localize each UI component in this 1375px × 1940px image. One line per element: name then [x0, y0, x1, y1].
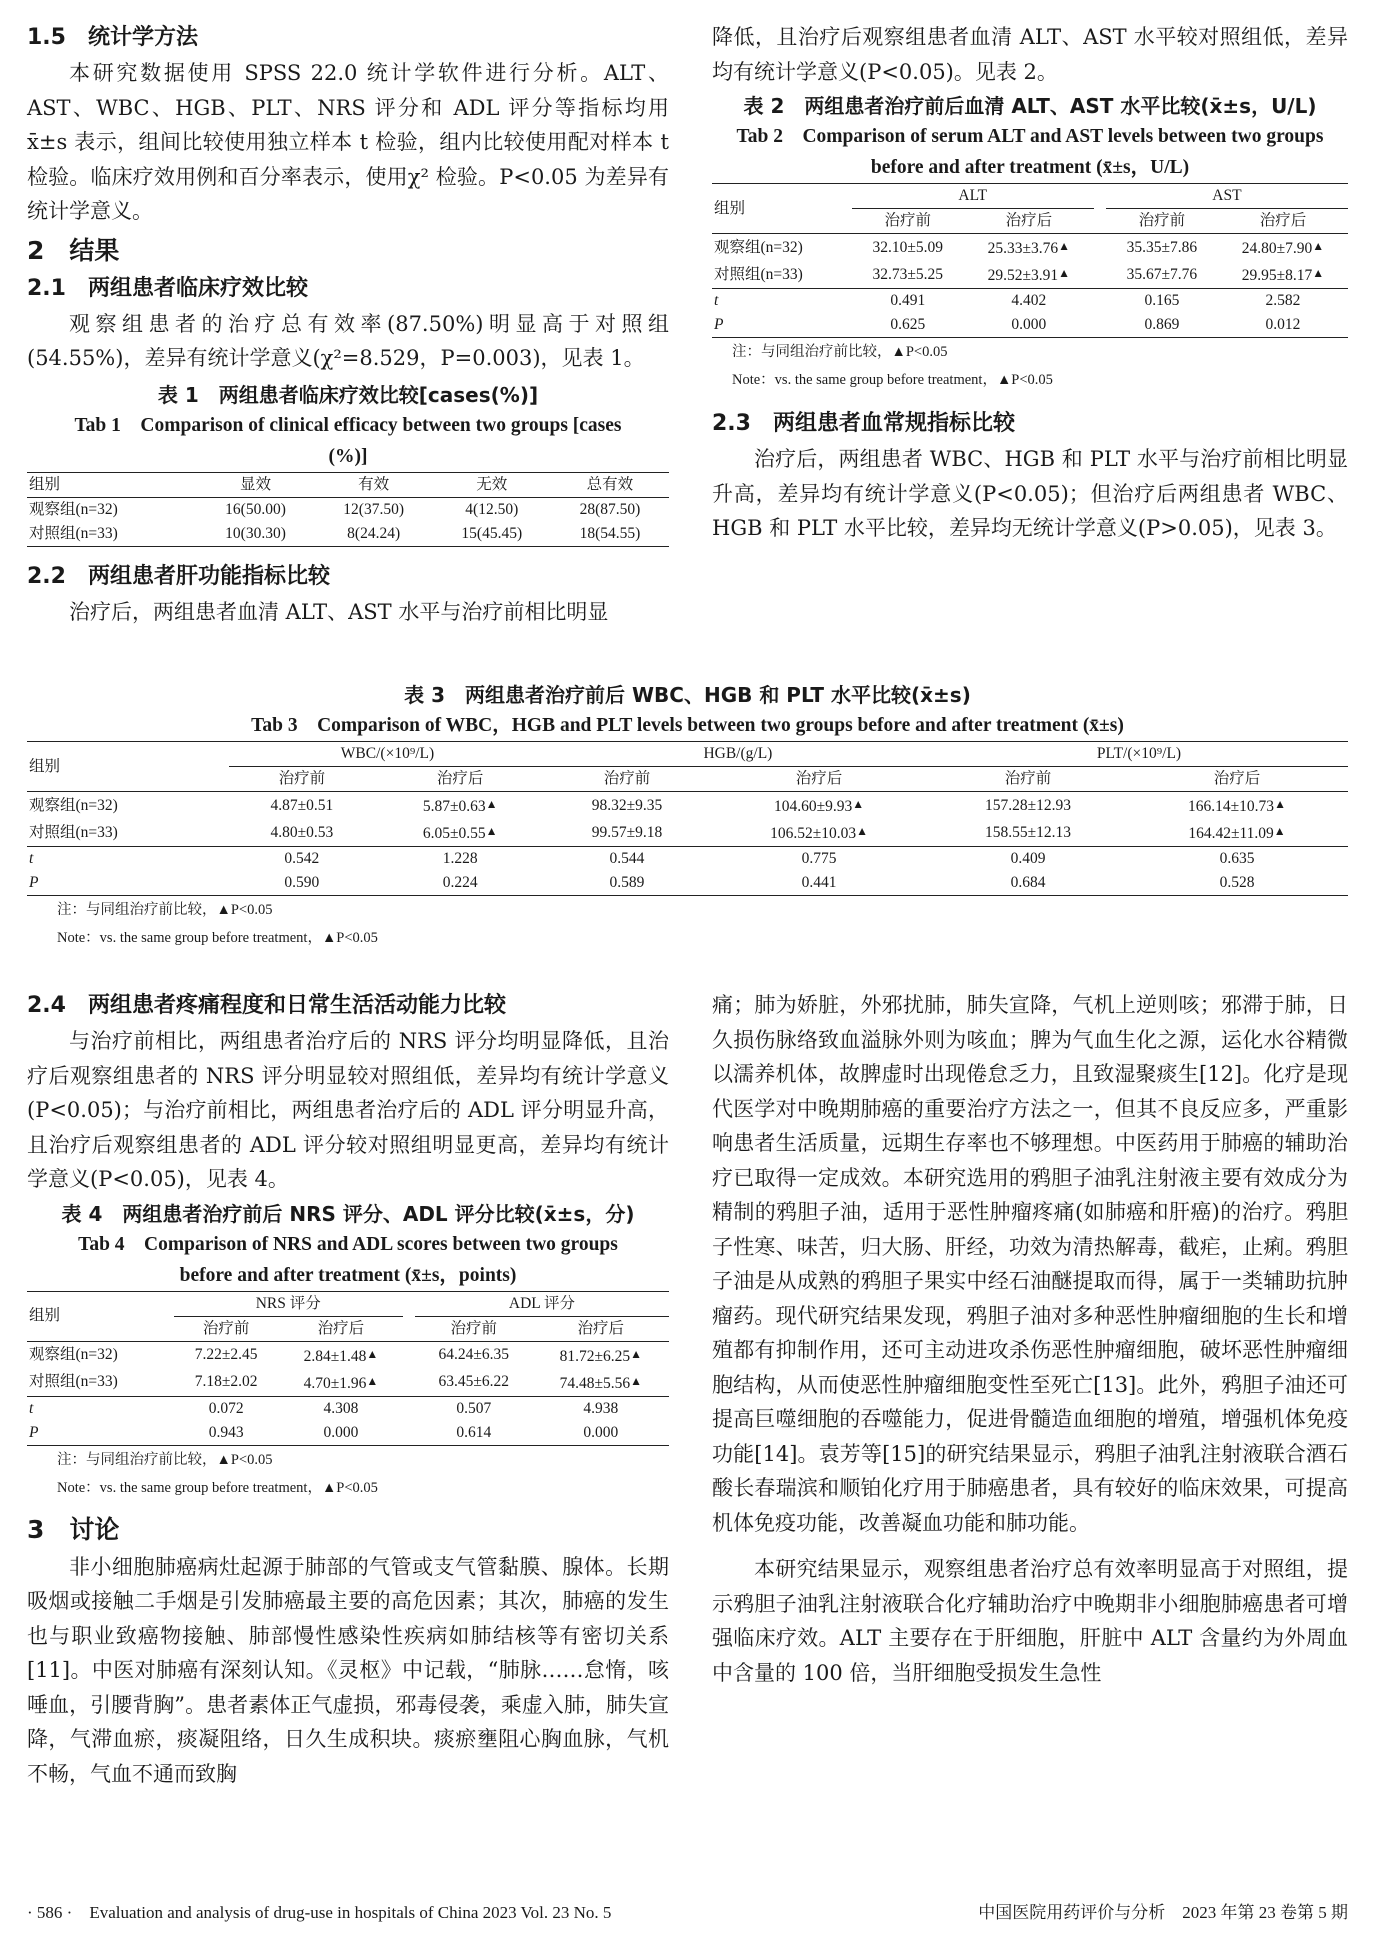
table-cell: 63.45±6.22 — [438, 1373, 510, 1390]
table-header-cell: 治疗前 — [930, 767, 1126, 792]
table-cell: 4.308 — [279, 1396, 403, 1421]
paragraph-discussion: 非小细胞肺癌病灶起源于肺部的气管或支气管黏膜、腺体。长期吸烟或接触二手烟是引发肺癌最主要的高危因素；其次，肺癌的发生也与职业致癌物接触、肺部慢性感染性疾病如肺结核等有密切关系[11]。中医对肺癌有深刻认知。《灵枢》中记载，“肺脉……怠惰，咳唾血，引腰背胸”。患者素体正气虚损，邪毒侵袭，乘虚入肺，肺失宣降，气滞血瘀，痰凝阻络，日久生成积块。痰瘀壅阻心胸血脉，气机不畅，气血不通而致胸 — [27, 1554, 669, 1786]
table-4-grid — [27, 1291, 669, 1446]
table-4-note-en: Note：vs. the same group before treatment，▲P<0.05 — [57, 1479, 378, 1496]
left-column-lower — [27, 988, 669, 1791]
section-heading-2-2: 2.2 两组患者肝功能指标比较 — [27, 563, 330, 589]
table-header-cell: 治疗后 — [964, 209, 1094, 234]
table-cell: 0.943 — [174, 1421, 279, 1446]
triangle-marker-icon: ▲ — [1274, 797, 1286, 811]
triangle-marker-icon: ▲ — [1312, 239, 1325, 253]
table-2 — [712, 91, 1348, 394]
table-cell: 7.18±2.02 — [194, 1373, 258, 1390]
table-cell: 0.544 — [546, 847, 708, 872]
table-row — [27, 819, 1348, 847]
table-header-cell: 治疗前 — [415, 1316, 533, 1341]
table-header-cell: 治疗前 — [1106, 209, 1218, 234]
table-cell: 157.28±12.93 — [985, 796, 1072, 814]
table-cell: 24.80±7.90▲ — [1241, 239, 1325, 257]
table-1-caption-cn: 表 1 两组患者临床疗效比较[cases(%)] — [157, 382, 539, 407]
table-row — [27, 871, 1348, 896]
table-3-note-en: Note：vs. the same group before treatment，▲P<0.05 — [57, 930, 378, 946]
table-4-caption-cn: 表 4 两组患者治疗前后 NRS 评分、ADL 评分比较(x̄±s，分) — [61, 1201, 635, 1226]
table-3-caption-cn: 表 3 两组患者治疗前后 WBC、HGB 和 PLT 水平比较(x̄±s) — [404, 683, 971, 707]
table-cell: 0.165 — [1106, 289, 1218, 314]
table-3 — [27, 680, 1348, 952]
table-cell: 0.000 — [964, 313, 1094, 338]
table-row — [712, 289, 1348, 314]
table-1-caption-en: Tab 1 Comparison of clinical efficacy between two groups [cases (%)] — [74, 414, 622, 467]
table-cell: t — [27, 1396, 174, 1421]
table-cell: 0.869 — [1106, 313, 1218, 338]
table-row — [712, 313, 1348, 338]
table-cell: 4.87±0.51 — [270, 796, 334, 814]
section-heading-1-5: 1.5 统计学方法 — [27, 25, 198, 50]
triangle-marker-icon: ▲ — [630, 1373, 642, 1388]
table-cell: 0.614 — [415, 1421, 533, 1446]
table-cell: 0.441 — [708, 871, 930, 896]
table-header-cell: 治疗前 — [174, 1316, 279, 1341]
section-heading-2: 2 结果 — [27, 235, 120, 265]
table-header-cell: 有效 — [315, 472, 433, 497]
right-column-upper — [712, 20, 1348, 546]
triangle-marker-icon: ▲ — [366, 1373, 379, 1388]
table-cell: 18(54.55) — [551, 522, 669, 547]
table-row — [712, 234, 1348, 262]
table-row — [27, 522, 669, 547]
table-row — [27, 1341, 669, 1369]
paragraph-results-discussion: 本研究结果显示，观察组患者治疗总有效率明显高于对照组，提示鸦胆子油乳注射液联合化疗辅助治疗中晚期非小细胞肺癌患者可增强临床疗效。ALT 主要存在于肝细胞，肝脏中 ALT 含量约为外周血中含量的 100 倍，当肝细胞受损发生急性 — [712, 1557, 1348, 1685]
table-cell: 6.05±0.55▲ — [422, 824, 498, 842]
table-cell: 98.32±9.35 — [591, 796, 663, 814]
table-4-caption-en: Tab 4 Comparison of NRS and ADL scores between two groups before and after treatment (x̄±s，points) — [78, 1233, 618, 1286]
table-row — [27, 1396, 669, 1421]
table-cell: 158.55±12.13 — [985, 823, 1072, 841]
table-header-cell: 治疗后 — [1126, 767, 1348, 792]
table-cell: 0.542 — [229, 847, 374, 872]
table-cell: 0.625 — [852, 313, 964, 338]
paragraph-efficacy: 观察组患者的治疗总有效率(87.50%)明显高于对照组(54.55%)，差异有统计学意义(χ²=8.529，P=0.003)，见表 1。 — [27, 311, 669, 370]
table-cell: 166.14±10.73▲ — [1188, 797, 1286, 815]
table-cell: t — [712, 289, 852, 314]
table-cell: 7.22±2.45 — [194, 1346, 258, 1363]
table-cell: 32.73±5.25 — [872, 265, 943, 283]
table-cell: 35.67±7.76 — [1126, 265, 1198, 283]
triangle-marker-icon: ▲ — [366, 1346, 379, 1361]
table-row — [712, 261, 1348, 289]
table-cell: 64.24±6.35 — [438, 1346, 510, 1363]
table-header-cell: 治疗前 — [229, 767, 374, 792]
table-cell: 对照组(n=33) — [27, 522, 196, 547]
table-row — [27, 847, 1348, 872]
table-cell: 0.072 — [174, 1396, 279, 1421]
table-cell: 15(45.45) — [433, 522, 551, 547]
table-cell: 28(87.50) — [579, 500, 641, 518]
triangle-marker-icon: ▲ — [630, 1346, 642, 1361]
table-header-cell: 组别 — [27, 472, 196, 497]
table-4 — [27, 1199, 669, 1502]
table-header-cell: 治疗后 — [279, 1316, 403, 1341]
table-1-grid — [27, 472, 669, 547]
table-cell: 观察组(n=32) — [29, 1346, 118, 1363]
table-cell: 5.87±0.63▲ — [422, 797, 498, 815]
table-cell: 12(37.50) — [343, 500, 404, 518]
table-cell: 32.10±5.09 — [872, 238, 943, 256]
table-header-cell: 组别 — [27, 742, 229, 792]
table-cell: 1.228 — [375, 847, 546, 872]
table-group-header-alt: ALT — [852, 184, 1094, 209]
table-cell: 0.528 — [1126, 871, 1348, 896]
table-cell: 0.590 — [229, 871, 374, 896]
table-cell: 0.589 — [546, 871, 708, 896]
paragraph-discussion-cont: 痛；肺为娇脏，外邪扰肺，肺失宣降，气机上逆则咳；邪滞于肺，日久损伤脉络致血溢脉外则为咳血；脾为气血生化之源，运化水谷精微以濡养机体，故脾虚时出现倦怠乏力，且致湿聚痰生[12]。化疗是现代医学对中晚期肺癌的重要治疗方法之一，但其不良反应多，严重影响患者生活质量，远期生存率也不够理想。中医药用于肺癌的辅助治疗已取得一定成效。本研究选用的鸦胆子油乳注射液主要有效成分为精制的鸦胆子油，适用于恶性肿瘤疼痛(如肺癌和肝癌)的治疗。鸦胆子性寒、味苦，归大肠、肝经，功效为清热解毒，截疟，止痢。鸦胆子油是从成熟的鸦胆子果实中经石油醚提取而得，属于一类辅助抗肿瘤药。现代研究结果发现，鸦胆子油对多种恶性肿瘤细胞的生长和增殖都有抑制作用，还可主动进攻杀伤恶性肿瘤细胞，破坏恶性肿瘤细胞结构，从而使恶性肿瘤细胞变性至死亡[13]。此外，鸦胆子油还可提高巨噬细胞的吞噬能力，促进骨髓造血细胞的增殖，增强机体免疫功能[14]。袁芳等[15]的研究结果显示，鸦胆子油乳注射液联合酒石酸长春瑞滨和顺铂化疗用于肺癌患者，具有较好的临床效果，可提高机体免疫功能，改善凝血功能和肺功能。 — [712, 993, 1348, 1535]
table-cell: 81.72±6.25▲ — [559, 1346, 642, 1365]
table-cell: 106.52±10.03▲ — [770, 824, 868, 842]
table-header-cell: 治疗后 — [533, 1316, 669, 1341]
section-heading-3: 3 讨论 — [27, 1514, 120, 1544]
table-row — [27, 1421, 669, 1446]
table-cell: P — [27, 1421, 174, 1446]
table-header-cell: 组别 — [27, 1291, 174, 1341]
table-cell: 10(30.30) — [196, 522, 314, 547]
table-cell: 4.80±0.53 — [270, 823, 334, 841]
table-cell: 0.000 — [533, 1421, 669, 1446]
table-cell: 4(12.50) — [465, 500, 519, 518]
table-cell: 0.507 — [415, 1396, 533, 1421]
table-cell: 4.938 — [533, 1396, 669, 1421]
table-4-note-cn: 注：与同组治疗前比较，▲P<0.05 — [57, 1451, 273, 1468]
table-2-note-cn: 注：与同组治疗前比较，▲P<0.05 — [732, 344, 948, 360]
section-heading-2-1: 2.1 两组患者临床疗效比较 — [27, 275, 308, 301]
table-3-grid — [27, 741, 1348, 896]
section-heading-2-3: 2.3 两组患者血常规指标比较 — [712, 411, 1015, 436]
table-cell: 16(50.00) — [225, 500, 286, 518]
table-header-cell: 治疗后 — [1218, 209, 1348, 234]
triangle-marker-icon: ▲ — [1273, 824, 1286, 838]
table-cell: 对照组(n=33) — [714, 265, 803, 283]
triangle-marker-icon: ▲ — [1058, 266, 1071, 280]
table-cell: 99.57±9.18 — [591, 823, 663, 841]
left-column-upper — [27, 20, 669, 629]
table-2-note-en: Note：vs. the same group before treatment，▲P<0.05 — [732, 372, 1053, 388]
table-cell: 0.635 — [1126, 847, 1348, 872]
table-group-header-ast: AST — [1106, 184, 1348, 209]
table-cell: 4.402 — [964, 289, 1094, 314]
table-cell: 25.33±3.76▲ — [987, 239, 1071, 257]
table-1 — [27, 380, 669, 547]
section-heading-2-4: 2.4 两组患者疼痛程度和日常生活活动能力比较 — [27, 993, 506, 1018]
table-cell: 0.684 — [930, 871, 1126, 896]
table-cell: 2.582 — [1218, 289, 1348, 314]
table-row — [27, 497, 669, 522]
table-group-header-plt: PLT/(×10⁹/L) — [930, 742, 1348, 767]
paragraph-pain-adl: 与治疗前相比，两组患者治疗后的 NRS 评分均明显降低，且治疗后观察组患者的 NRS 评分明显较对照组低，差异均有统计学意义(P<0.05)；与治疗前相比，两组患者治疗后的 ADL 评分明显升高，且治疗后观察组患者的 ADL 评分较对照组明显更高，差异均有统计学意义(P<0.05)，见表 4。 — [27, 1029, 669, 1191]
paragraph-liver-cont: 降低，且治疗后观察组患者血清 ALT、AST 水平较对照组低，差异均有统计学意义(P<0.05)。见表 2。 — [712, 25, 1348, 84]
table-cell: 2.84±1.48▲ — [303, 1346, 379, 1365]
table-3-note-cn: 注：与同组治疗前比较，▲P<0.05 — [57, 902, 273, 918]
table-cell: 164.42±11.09▲ — [1188, 824, 1286, 842]
table-2-caption-cn: 表 2 两组患者治疗前后血清 ALT、AST 水平比较(x̄±s，U/L) — [743, 94, 1317, 118]
table-cell: 35.35±7.86 — [1126, 238, 1198, 256]
table-cell: 4.70±1.96▲ — [303, 1373, 379, 1392]
table-header-cell: 治疗前 — [546, 767, 708, 792]
table-2-grid — [712, 183, 1348, 338]
table-cell: 观察组(n=32) — [714, 238, 803, 256]
table-cell: 观察组(n=32) — [29, 796, 118, 814]
table-header-cell: 治疗前 — [852, 209, 964, 234]
footer-journal-en: · 586 · Evaluation and analysis of drug-use in hospitals of China 2023 Vol. 23 No. 5 — [27, 1903, 612, 1922]
table-cell: 观察组(n=32) — [29, 500, 118, 518]
table-row — [27, 1369, 669, 1397]
table-cell: 74.48±5.56▲ — [559, 1373, 642, 1392]
table-group-header-wbc: WBC/(×10⁹/L) — [229, 742, 546, 767]
triangle-marker-icon: ▲ — [485, 797, 498, 811]
triangle-marker-icon: ▲ — [852, 797, 865, 811]
table-cell: 29.52±3.91▲ — [987, 266, 1071, 284]
table-header-cell: 组别 — [712, 184, 852, 234]
table-row — [27, 792, 1348, 820]
table-cell: 0.224 — [375, 871, 546, 896]
paragraph-blood-routine: 治疗后，两组患者 WBC、HGB 和 PLT 水平与治疗前相比明显升高，差异均有统计学意义(P<0.05)；但治疗后两组患者 WBC、HGB 和 PLT 水平比较，差异均无统计学意义(P>0.05)，见表 3。 — [712, 447, 1348, 540]
table-cell: 0.000 — [279, 1421, 403, 1446]
table-cell: P — [27, 871, 229, 896]
triangle-marker-icon: ▲ — [856, 824, 868, 838]
table-cell: P — [712, 313, 852, 338]
table-cell: 29.95±8.17▲ — [1241, 266, 1325, 284]
triangle-marker-icon: ▲ — [485, 824, 498, 838]
footer-journal-cn: 中国医院用药评价与分析 2023 年第 23 卷第 5 期 — [978, 1903, 1348, 1922]
table-header-cell: 治疗后 — [375, 767, 546, 792]
table-cell: 0.491 — [852, 289, 964, 314]
table-cell: 0.409 — [930, 847, 1126, 872]
table-group-header-adl: ADL 评分 — [415, 1291, 669, 1316]
table-group-header-nrs: NRS 评分 — [174, 1291, 403, 1316]
table-cell: 104.60±9.93▲ — [773, 797, 865, 815]
triangle-marker-icon: ▲ — [1058, 239, 1071, 253]
table-header-cell: 无效 — [433, 472, 551, 497]
triangle-marker-icon: ▲ — [1312, 266, 1325, 280]
right-column-lower — [712, 988, 1348, 1690]
paragraph-liver: 治疗后，两组患者血清 ALT、AST 水平与治疗前相比明显 — [69, 599, 609, 624]
paragraph-statistics: 本研究数据使用 SPSS 22.0 统计学软件进行分析。ALT、AST、WBC、HGB、PLT、NRS 评分和 ADL 评分等指标均用 x̄±s 表示，组间比较使用独立样本 t 检验，组内比较使用配对样本 t 检验。临床疗效用例和百分率表示，使用χ² 检验。P<0.05 为差异有统计学意义。 — [27, 61, 669, 223]
table-2-caption-en: Tab 2 Comparison of serum ALT and AST levels between two groups before and after treatment (x̄±s，U/L) — [736, 126, 1324, 178]
table-cell: 对照组(n=33) — [29, 1373, 118, 1390]
table-cell: 0.775 — [708, 847, 930, 872]
table-header-cell: 治疗后 — [708, 767, 930, 792]
table-cell: t — [27, 847, 229, 872]
table-3-caption-en: Tab 3 Comparison of WBC，HGB and PLT levels between two groups before and after treatment (x̄±s) — [251, 715, 1124, 736]
table-cell: 对照组(n=33) — [29, 823, 118, 841]
table-header-cell: 显效 — [196, 472, 314, 497]
table-group-header-hgb: HGB/(g/L) — [546, 742, 930, 767]
table-cell: 0.012 — [1218, 313, 1348, 338]
table-cell: 8(24.24) — [315, 522, 433, 547]
table-header-cell: 总有效 — [551, 472, 669, 497]
